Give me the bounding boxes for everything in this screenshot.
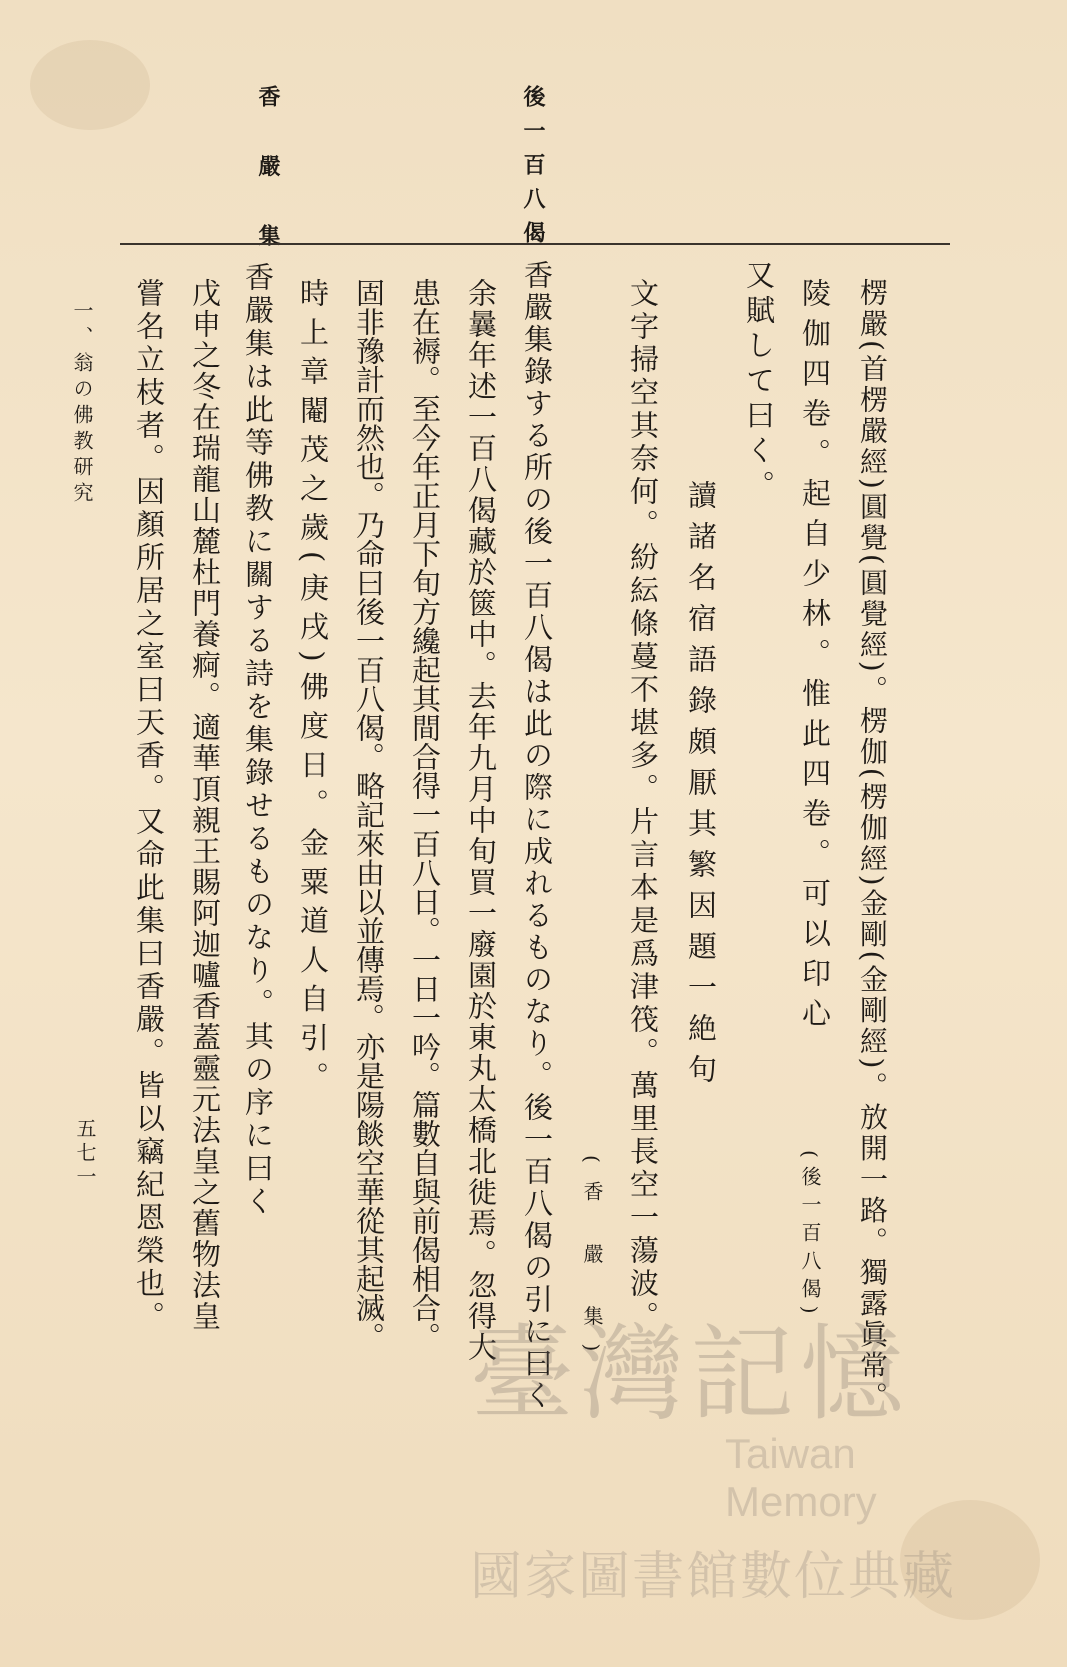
poem-text: 文字掃空其奈何。紛紜條蔓不堪多。片言本是爲津筏。萬里長空一蕩波。 — [626, 278, 660, 1334]
watermark-english: Taiwan Memory — [725, 1430, 877, 1525]
watermark-han: 臺灣記憶 — [470, 1313, 911, 1435]
header-section-title: 後一百八偈 — [520, 85, 546, 255]
text-column: 時上章閹茂之歲(庚戌)佛度日。金粟道人自引。 — [296, 278, 330, 1101]
text-column: 香嚴集は此等佛教に關する詩を集錄せるものなり。其の序に曰く — [241, 262, 275, 1219]
text-column: 香嚴集錄する所の後一百八偈は此の際に成れるものなり。後一百八偈の引に曰く — [520, 260, 554, 1412]
header-book-title: 香 嚴 集 — [255, 85, 281, 267]
text-column: 余曩年述一百八偈藏於篋中。去年九月中旬買一廢園於東丸太橋北徙焉。忽得大 — [464, 278, 498, 1363]
text-column: 戊申之冬在瑞龍山麓杜門養痾。適華頂親王賜阿迦嚧香蓋靈元法皇之舊物法皇 — [188, 278, 222, 1332]
text-column: 患在褥。至今年正月下旬方纔起其間合得一百八日。一日一吟。篇數自與前偈相合。 — [408, 278, 442, 1351]
text-column: 嘗名立枝者。因顏所居之室曰天香。又命此集曰香嚴。皆以竊紀恩榮也。 — [132, 278, 166, 1334]
citation-after-poem: (香 嚴 集) — [580, 1155, 604, 1370]
poem-title: 讀諸名宿語錄頗厭其繁因題一絶句 — [684, 480, 718, 1095]
citation-after-poem: (後一百八偈) — [798, 1150, 822, 1322]
text-column: 固非豫計而然也。乃命曰後一百八偈。略記來由以並傳焉。亦是陽餤空華從其起滅。 — [352, 278, 386, 1351]
watermark — [470, 1290, 990, 1630]
text-column: 楞嚴(首楞嚴經)圓覺(圓覺經)。楞伽(楞伽經)金剛(金剛經)。放開一路。獨露眞常。 — [856, 278, 889, 1413]
text-column: 陵伽四卷。起自少林。惟此四卷。可以印心 — [798, 278, 832, 1038]
header-rule — [120, 243, 950, 245]
watermark-subtitle: 國家圖書館數位典藏 — [470, 1547, 957, 1607]
chapter-title: 一、翁の佛教研究 — [70, 300, 94, 508]
page-number: 五七一 — [73, 1118, 97, 1190]
paper-stain — [30, 40, 150, 130]
text-column: 又賦して曰く。 — [742, 260, 776, 505]
